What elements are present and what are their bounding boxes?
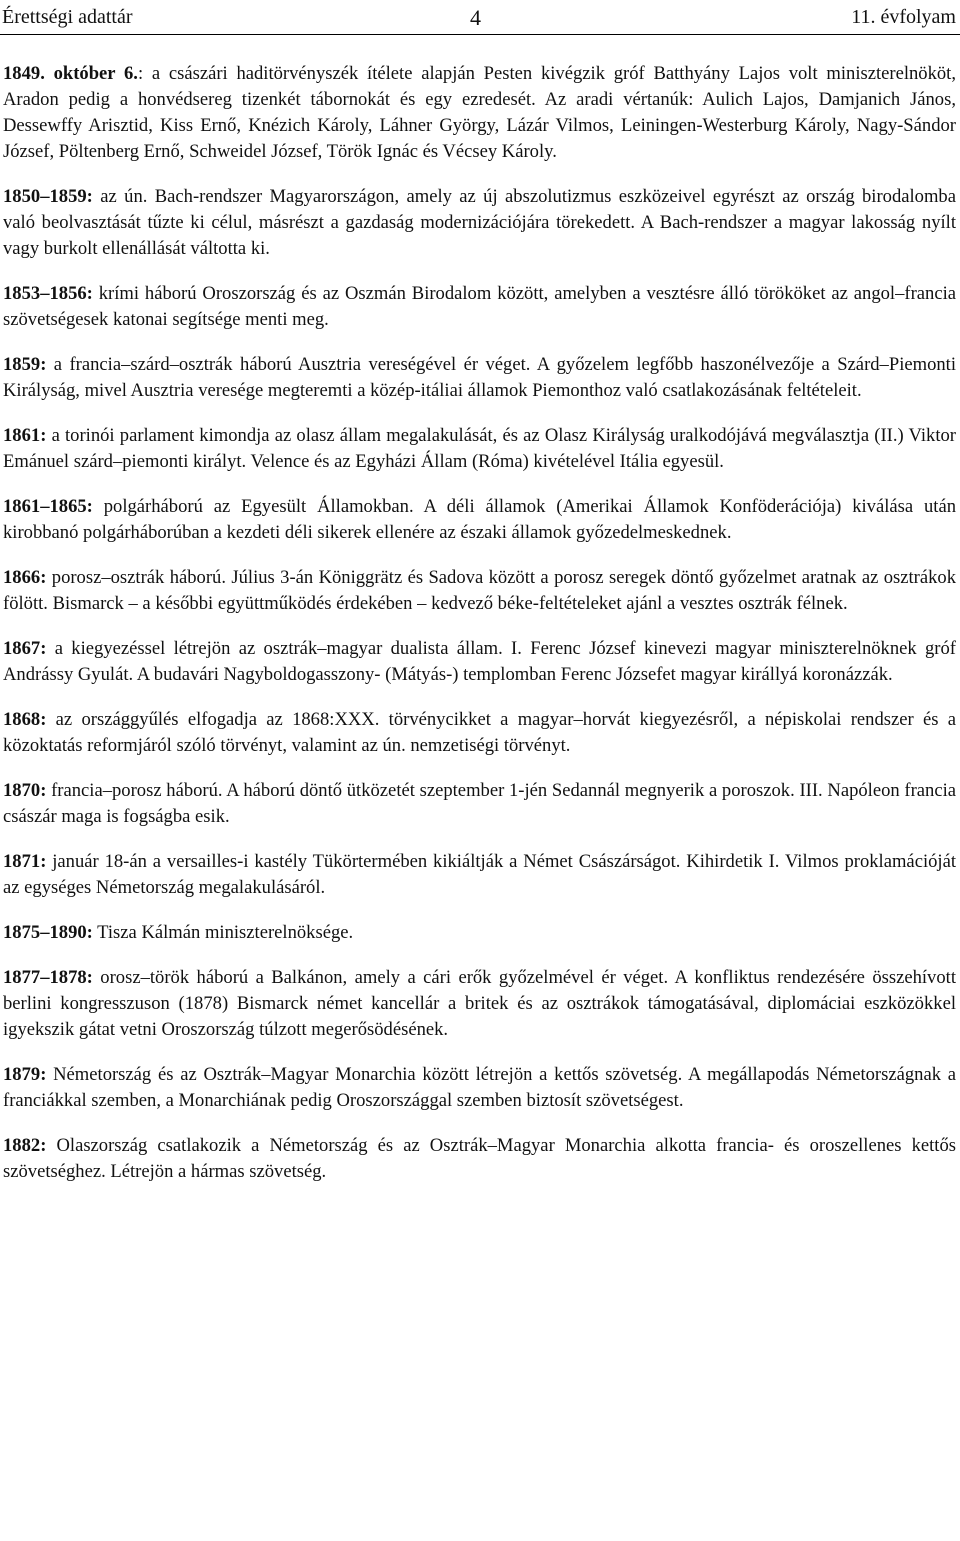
page-number: 4 xyxy=(470,5,481,30)
timeline-entry xyxy=(3,1133,956,1185)
header-title: Érettségi adattár xyxy=(2,6,133,28)
entry-text: porosz–osztrák háború. Július 3-án Königgrätz és Sadova között a porosz seregek döntő győzelmet aratnak az osztrákok fölött. Bismarck – a későbbi együttműködés érdekében – kedvező béke-feltételeket ajánl a vesztes osztrák félnek. xyxy=(3,567,956,614)
timeline-entry xyxy=(3,849,956,901)
timeline-entry xyxy=(3,423,956,475)
timeline-entry xyxy=(3,61,956,165)
page-header xyxy=(0,0,960,34)
timeline-entry xyxy=(3,352,956,404)
timeline-entry xyxy=(3,636,956,688)
timeline-content xyxy=(3,61,956,1204)
entry-date: 1853–1856: xyxy=(3,283,93,304)
entry-text: : a császári haditörvényszék ítélete alapján Pesten kivégzik gróf Batthyány Lajos volt miniszterelnököt, Aradon pedig a honvédsereg tizenkét tábornokát és egy ezredesét. Az aradi vértanúk: Aulich Lajos, Damjanich János, Dessewffy Arisztid, Kiss Ernő, Knézich Károly, Láhner György, Lázár Vilmos, Leiningen-Westerburg Károly, Nagy-Sándor József, Pöltenberg Ernő, Schweidel József, Török Ignác és Vécsey Károly. xyxy=(3,63,957,162)
entry-text: Tisza Kálmán miniszterelnöksége. xyxy=(92,922,354,943)
entry-date: 1870: xyxy=(3,780,47,801)
timeline-entry xyxy=(3,778,956,830)
entry-date: 1867: xyxy=(3,638,47,659)
entry-date: 1861: xyxy=(3,425,47,446)
entry-text: orosz–török háború a Balkánon, amely a cári erők győzelmével ér véget. A konfliktus rendezésére összehívott berlini kongresszuson (1878) Bismarck német kancellár a britek és az osztrákok támogatásával, diplomáciai eszközökkel igyekszik gátat vetni Oroszország túlzott megerősödésének. xyxy=(3,967,956,1040)
entry-text: a torinói parlament kimondja az olasz állam megalakulását, és az Olasz Királyság uralkodójává megválasztja (II.) Viktor Emánuel szárd–piemonti királyt. Velence és az Egyházi Állam (Róma) kivételével Itália egyesül. xyxy=(3,425,956,472)
header-grade: 11. évfolyam xyxy=(851,6,956,28)
entry-date: 1861–1865: xyxy=(3,496,93,517)
entry-text: a francia–szárd–osztrák háború Ausztria vereségével ér véget. A győzelem legfőbb haszonélvezője a Szárd–Piemonti Királyság, mivel Ausztria veresége megteremti a közép-itáliai államok Piemonthoz való csatlakozásának feltételeit. xyxy=(3,354,956,401)
entry-date: 1866: xyxy=(3,567,47,588)
timeline-entry xyxy=(3,565,956,617)
entry-text: január 18-án a versailles-i kastély Tükörtermében kikiáltják a Német Császárságot. Kihirdetik I. Vilmos proklamációját az egységes Németország megalakulásáról. xyxy=(3,851,956,898)
timeline-entry xyxy=(3,184,956,262)
entry-text: francia–porosz háború. A háború döntő ütközetét szeptember 1-jén Sedannál megnyerik a poroszok. III. Napóleon francia császár maga is fogságba esik. xyxy=(3,780,956,827)
timeline-entry xyxy=(3,707,956,759)
timeline-entry xyxy=(3,920,956,946)
entry-date: 1859: xyxy=(3,354,47,375)
entry-date: 1882: xyxy=(3,1135,47,1156)
entry-text: az országgyűlés elfogadja az 1868:XXX. törvénycikket a magyar–horvát kiegyezésről, a népiskolai rendszer és a közoktatás reformjáról szóló törvényt, valamint az ún. nemzetiségi törvényt. xyxy=(3,709,956,756)
entry-text: Olaszország csatlakozik a Németország és az Osztrák–Magyar Monarchia alkotta francia- és oroszellenes kettős szövetséghez. Létrejön a hármas szövetség. xyxy=(3,1135,956,1182)
entry-date: 1849. október 6. xyxy=(3,63,138,84)
timeline-entry xyxy=(3,281,956,333)
entry-text: Németország és az Osztrák–Magyar Monarchia között létrejön a kettős szövetség. A megállapodás Németországnak a franciákkal szemben, a Monarchiának pedig Oroszországgal szemben biztosít szövetségest. xyxy=(3,1064,956,1111)
header-divider xyxy=(0,34,960,35)
entry-date: 1871: xyxy=(3,851,47,872)
entry-date: 1875–1890: xyxy=(3,922,93,943)
timeline-entry xyxy=(3,494,956,546)
entry-date: 1868: xyxy=(3,709,47,730)
entry-text: a kiegyezéssel létrejön az osztrák–magyar dualista állam. I. Ferenc József kinevezi magyar miniszterelnöknek gróf Andrássy Gyulát. A budavári Nagyboldogasszony- (Mátyás-) templomban Ferenc Józsefet magyar királlyá koronázzák. xyxy=(3,638,956,685)
entry-text: krími háború Oroszország és az Oszmán Birodalom között, amelyben a vesztésre álló törököket az angol–francia szövetségesek katonai segítsége menti meg. xyxy=(3,283,956,330)
entry-date: 1877–1878: xyxy=(3,967,93,988)
entry-date: 1850–1859: xyxy=(3,186,93,207)
entry-text: polgárháború az Egyesült Államokban. A déli államok (Amerikai Államok Konföderációja) kiválása után kirobbanó polgárháborúban a kezdeti déli sikerek ellenére az északi államok győzedelmeskednek. xyxy=(3,496,956,543)
entry-date: 1879: xyxy=(3,1064,47,1085)
timeline-entry xyxy=(3,965,956,1043)
entry-text: az ún. Bach-rendszer Magyarországon, amely az új abszolutizmus eszközeivel egyrészt az ország birodalomba való beolvasztását tűzte ki célul, másrészt a gazdaság modernizációjára törekedett. A Bach-rendszer a magyar lakosság nyílt vagy burkolt ellenállását váltotta ki. xyxy=(3,186,956,259)
timeline-entry xyxy=(3,1062,956,1114)
